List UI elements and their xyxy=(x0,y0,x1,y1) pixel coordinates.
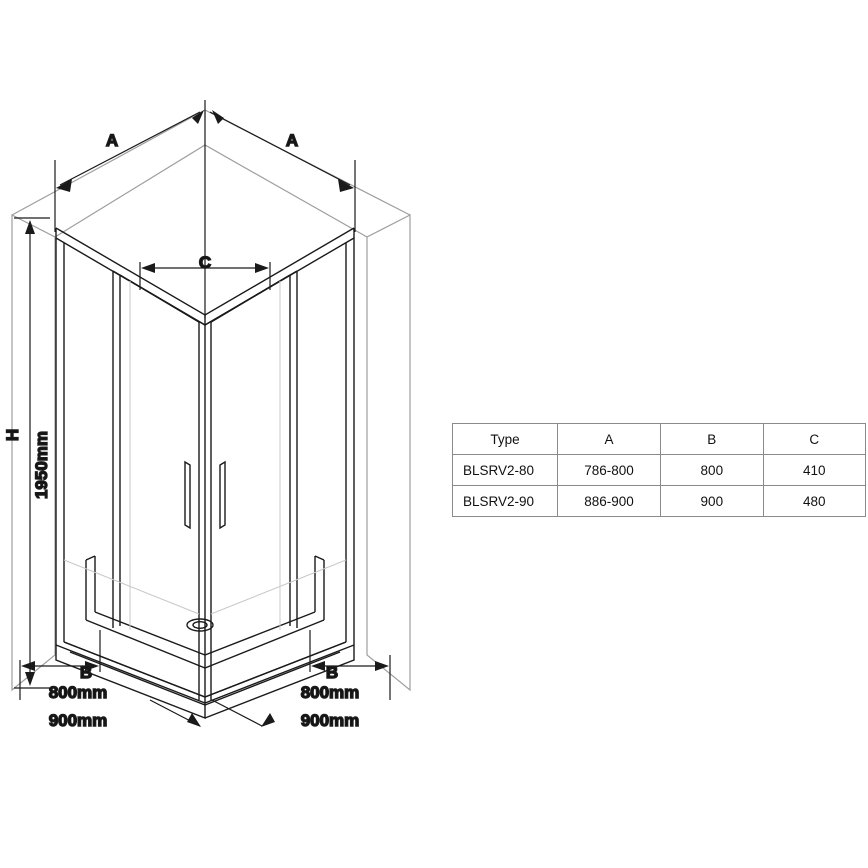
label-a-right: A xyxy=(285,131,299,150)
table-cell-c: 480 xyxy=(763,486,865,517)
label-b-right-value-2: 900mm xyxy=(300,711,360,730)
table-cell-a: 786-800 xyxy=(557,455,660,486)
label-b-right-value-1: 800mm xyxy=(300,683,360,702)
right-fixed-panel xyxy=(290,271,297,628)
dimension-lines xyxy=(14,100,390,726)
table-header-a: A xyxy=(557,424,660,455)
table-row xyxy=(453,455,866,486)
label-b-left-value-1: 800mm xyxy=(48,683,108,702)
table-header-type: Type xyxy=(453,424,558,455)
table-header-row xyxy=(453,424,866,455)
label-a-left: A xyxy=(105,131,119,150)
label-c: C xyxy=(198,253,212,272)
table-row xyxy=(453,486,866,517)
table-cell-a: 886-900 xyxy=(557,486,660,517)
table-cell-b: 900 xyxy=(661,486,763,517)
table-cell-type: BLSRV2-80 xyxy=(453,455,558,486)
label-b-left-value-2: 900mm xyxy=(48,711,108,730)
label-b-left: B xyxy=(79,663,93,682)
label-b-right: B xyxy=(325,663,339,682)
label-h: H xyxy=(3,428,22,442)
table-header-c: C xyxy=(763,424,865,455)
ceiling-lines xyxy=(12,110,410,237)
left-fixed-panel xyxy=(113,271,120,628)
specification-table xyxy=(452,423,866,517)
label-height-value: 1950mm xyxy=(32,430,51,500)
table-cell-b: 800 xyxy=(661,455,763,486)
table-cell-type: BLSRV2-90 xyxy=(453,486,558,517)
table-header-b: B xyxy=(661,424,763,455)
table-cell-c: 410 xyxy=(763,455,865,486)
